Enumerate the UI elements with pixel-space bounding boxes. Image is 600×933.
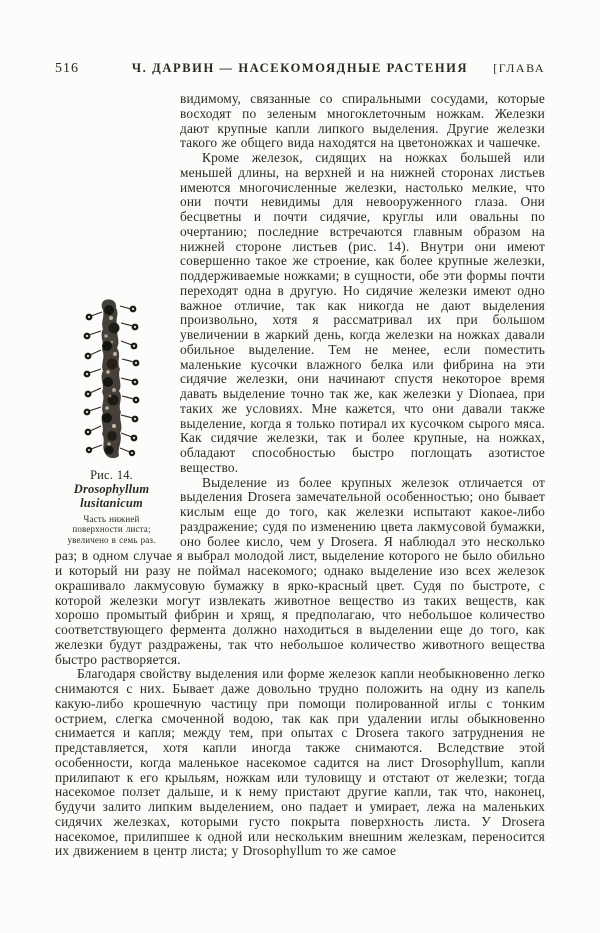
page-number: 516 [55, 61, 79, 76]
running-title: Ч. ДАРВИН — НАСЕКОМОЯДНЫЕ РАСТЕНИЯ [131, 61, 469, 75]
figure-species-name-line2: lusitanicum [80, 496, 143, 510]
leaf-strip-with-stalked-glands-illustration [81, 298, 143, 460]
page-body-text [55, 92, 545, 859]
figure-14 [55, 298, 168, 545]
paragraph-continuation: видимому, связанные со спиральными сосудами, которые восходят по зеленым многоклеточным ножкам. Железки дают крупные капли липкого выделения. Другие железки такого же общего вида находятся на цветоножках и чашечке. [180, 91, 545, 151]
figure-label: Рис. 14. [90, 468, 133, 482]
paragraph-secretion-acidity: Выделение из более крупных железок отличается от выделения Drosera замечательной особенностью; оно бывает кислым еще до того, как железки испытают какое-либо раздражение; судя по изменению цвета лакмусовой бумажки, оно более кисло, чем у Drosera. Я наблюдал это несколько раз; в одном случае я выбрал молодой лист, выделение которого не было обильно и который ни разу не поймал насекомого; однако выделение изо всех железок окрашивало лакмусовую бумажку в ярко-красный цвет. Судя по быстроте, с которой железки могут извлекать животное вещество из таких веществ, как хорошо промытый фибрин и хрящ, я предполагаю, что небольшое количество соответствующего фермента должно находиться в выделении еще до того, как железки будут раздражены, так что небольшое количество животного вещества быстро растворяется. [55, 474, 545, 667]
running-head [55, 61, 545, 77]
figure-species-name-line1: Drosophyllum [73, 482, 150, 496]
chapter-marker: [ГЛАВА [493, 61, 545, 75]
figure-caption: Часть нижней поверхности листа; увеличено в семь раз. [67, 514, 156, 545]
paragraph-sessile-glands: Кроме железок, сидящих на ножках большей или меньшей длины, на верхней и на нижней сторонах листьев имеются многочисленные железки, настолько мелкие, что они почти невидимы для невооруженного глаза. Они бесцветны и почти сидячие, круглы или овальны по очертанию; последние встречаются главным образом на нижней стороне листьев (рис. 14). Внутри они имеют совершенно такое же строение, как более крупные железки, поддерживаемые ножками; в сущности, обе эти формы почти переходят одна в другую. Но сидячие железки имеют одно важное отличие, так как никогда не дают выделения произвольно, хотя я рассматривал их при большом увеличении в жаркий день, когда железки на ножках давали обильное выделение. Тем не менее, если поместить маленькие кусочки влажного белка или фибрина на эти сидячие железки, они начинают спустя некоторое время давать выделение точно так же, как железки у Dionaea, при таких же условиях. Мне кажется, что они давали также выделение, когда я только потирал их кусочком сырого мяса. Как сидячие железки, так и более крупные, на ножках, обладают способностью быстро поглощать азотистое вещество. [180, 150, 545, 475]
paragraph-drops-and-insects: Благодаря свойству выделения или форме железок капли необыкновенно легко снимаются с них. Бывает даже довольно трудно положить на одну из капель какую-либо крошечную частицу при помощи полированной иглы с тонким острием, слегка смоченной водою, так как при удалении иглы обыкновенно снимается и капля; между тем, при опытах с Drosera такого затруднения не представляется, хотя капли иногда также снимаются. Вследствие этой особенности, когда маленькое насекомое садится на лист Drosophyllum, капли прилипают к его крыльям, ножкам или туловищу и отстают от железки; тогда насекомое ползет дальше, и к нему пристают другие капли, так что, наконец, будучи залито липким выделением, оно падает и умирает, лежа на маленьких сидячих железках, которыми густо покрыта поверхность листа. У Drosera насекомое, прилипшее к одной или нескольким внешним железкам, переносится их движением в центр листа; у Drosophyllum то же самое [55, 666, 545, 859]
